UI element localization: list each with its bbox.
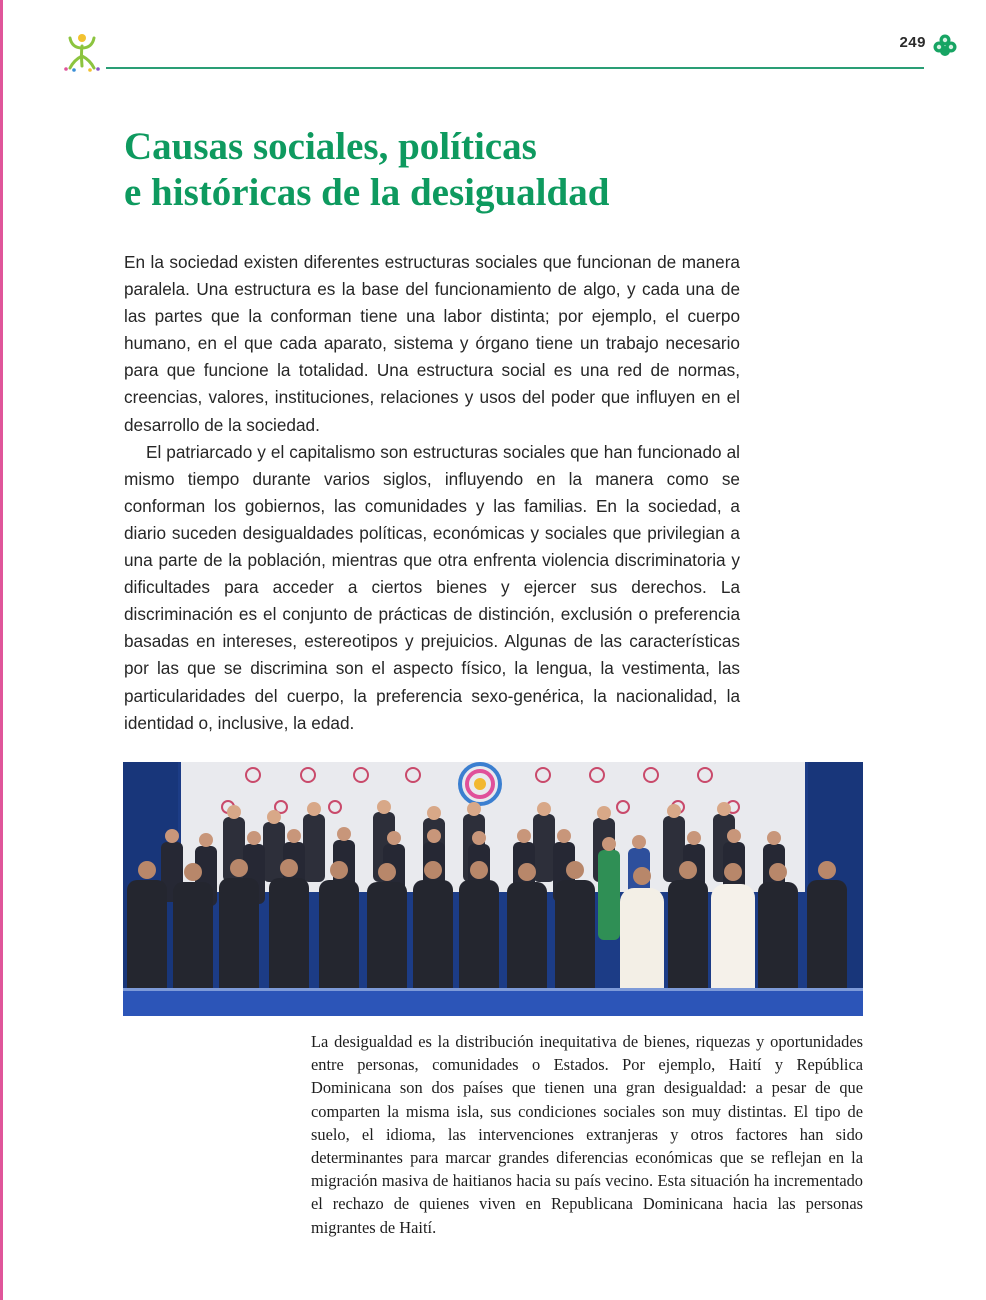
page-title	[124, 124, 764, 216]
body-paragraph-2: El patriarcado y el capitalismo son estructuras sociales que han funcionado al mismo tiempo durante varios siglos, influyendo en la manera como se conforman los gobiernos, las comunidades y las familias. En la sociedad, a diario suceden desigualdades políticas, económicas y sociales que privilegian a una parte de la población, mientras que otra enfrenta violencia discriminatoria y dificultades para acceder a ciertos bienes y ejercer sus derechos. La discriminación es el conjunto de prácticas de distinción, exclusión o preferencia basadas en intereses, estereotipos y prejuicios. Algunas de las características por las que se discrimina son el aspecto físico, la lengua, la vestimenta, las particularidades del cuerpo, la preferencia sexo-genérica, la nacionalidad, la identidad o, inclusive, la edad.	[124, 441, 740, 733]
group-photo	[123, 762, 863, 1016]
page-title-line-1: Causas sociales, políticas	[124, 125, 537, 168]
body-paragraph-1: En la sociedad existen diferentes estructuras sociales que funcionan de manera paralela. Una estructura es la base del funcionamiento de algo, y cada una de las partes que la conforman tiene una labor distinta; por ejemplo, el cuerpo humano, en el que cada aparato, sistema y órgano tiene un trabajo necesario para que funcione la totalidad. Una estructura social es una red de normas, creencias, valores, instituciones, relaciones y usos del poder que influyen en el desarrollo de la sociedad.	[124, 252, 740, 435]
body-text	[124, 249, 740, 737]
page-number: 249	[899, 34, 926, 51]
photo-caption: La desigualdad es la distribución inequitativa de bienes, riquezas y oportunidades entre personas, comunidades o Estados. Por ejemplo, Haití y República Dominicana son dos países que tienen una gran desigualdad: a pesar de que comparten la misma isla, sus condiciones sociales son muy distintas. El tipo de suelo, el idioma, las intervenciones extranjeras y otros factores han sido determinantes para marcar grandes diferencias económicas que se reflejan en la migración masiva de haitianos hacia su país vecino. Esta situación ha incrementado el rechazo de quienes viven en Republicana Dominicana hacia las personas migrantes de Haití.	[311, 1032, 863, 1237]
clover-icon	[932, 33, 958, 57]
header-rule	[106, 67, 924, 69]
page-title-line-2: e históricas de la desigualdad	[124, 171, 610, 214]
page-edge-stripe	[0, 0, 3, 1300]
group-photo-illustration	[123, 762, 863, 1016]
sprout-figure-icon	[60, 30, 104, 74]
